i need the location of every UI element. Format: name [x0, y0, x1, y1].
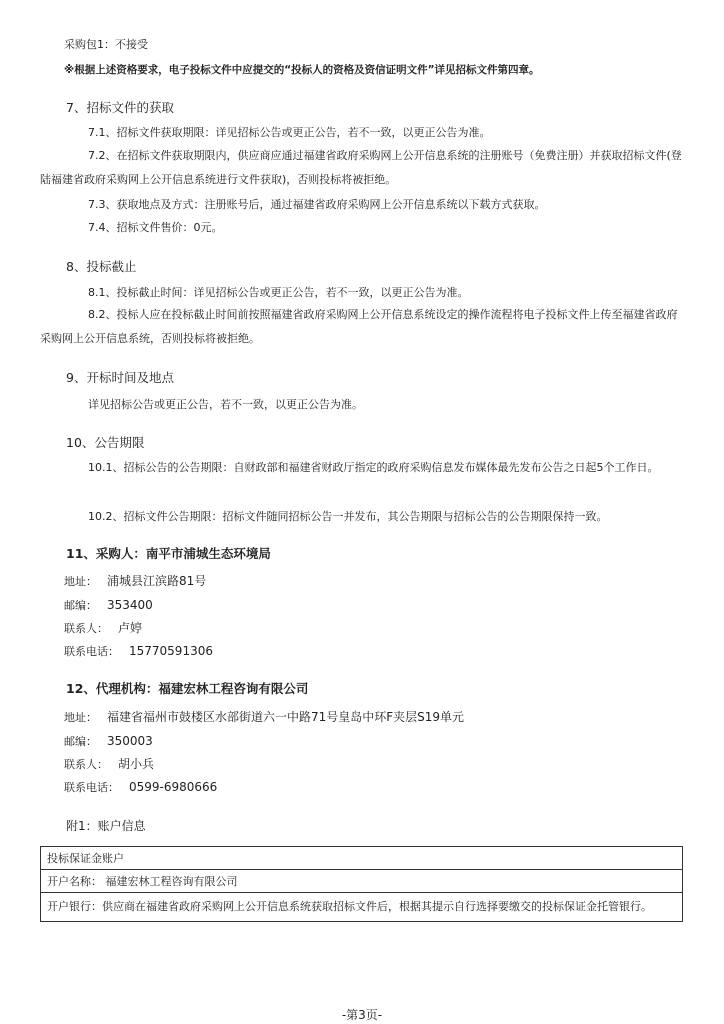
agency-address: [64, 710, 464, 725]
section-8-1: 8.1、投标截止时间：详见招标公告或更正公告，若不一致，以更正公告为准。: [88, 286, 469, 299]
section-7-title: 7、招标文件的获取: [66, 100, 174, 115]
zip-value: 353400: [107, 598, 153, 612]
section-9-text: 详见招标公告或更正公告，若不一致，以更正公告为准。: [88, 398, 363, 411]
address-label: 地址：: [64, 711, 97, 724]
zip-label: 邮编：: [64, 735, 97, 748]
section-10-2: 10.2、招标文件公告期限：招标文件随同招标公告一并发布，其公告期限与招标公告的公告期限保持一致。: [88, 510, 608, 523]
section-7-3: 7.3、获取地点及方式：注册账号后，通过福建省政府采购网上公开信息系统以下载方式获取。: [88, 198, 546, 211]
section-10-1: 10.1、招标公告的公告期限：自财政部和福建省财政厅指定的政府采购信息发布媒体最先发布公告之日起5个工作日。: [88, 461, 659, 474]
contact-value: 卢婷: [118, 621, 143, 635]
section-7-1: 7.1、招标文件获取期限：详见招标公告或更正公告，若不一致，以更正公告为准。: [88, 126, 491, 139]
zip-label: 邮编：: [64, 599, 97, 612]
phone-label: 联系电话：: [64, 781, 119, 794]
section-8-2: 8.2、投标人应在投标截止时间前按照福建省政府采购网上公开信息系统设定的操作流程将电子投标文件上传至福建省政府采购网上公开信息系统，否则投标将被拒绝。: [40, 308, 678, 345]
section-11-title: 11、采购人：南平市浦城生态环境局: [66, 546, 271, 561]
agency-phone: [64, 780, 217, 795]
purchaser-address: [64, 574, 206, 589]
account-bank-cell: 开户银行：供应商在福建省政府采购网上公开信息系统获取招标文件后，根据其提示自行选择要缴交的投标保证金托管银行。: [41, 893, 683, 922]
phone-label: 联系电话：: [64, 645, 119, 658]
qualification-notice: ※根据上述资格要求，电子投标文件中应提交的“投标人的资格及资信证明文件”详见招标文件第四章。: [64, 64, 540, 76]
section-7-2: 7.2、在招标文件获取期限内，供应商应通过福建省政府采购网上公开信息系统的注册账号（免费注册）并获取招标文件(登陆福建省政府采购网上公开信息系统进行文件获取)，否则投标将被拒绝。: [40, 149, 682, 186]
contact-label: 联系人：: [64, 622, 108, 635]
phone-value: 15770591306: [129, 644, 213, 658]
section-9-title: 9、开标时间及地点: [66, 370, 174, 385]
account-header-cell: 投标保证金账户: [41, 847, 683, 870]
page-number: -第3页-: [341, 1008, 383, 1022]
agency-contact: [64, 757, 154, 772]
table-row: [41, 893, 683, 922]
address-value: 浦城县江滨路81号: [107, 574, 207, 588]
section-10-title: 10、公告期限: [66, 435, 145, 450]
package-line: 采购包1：不接受: [64, 38, 148, 51]
account-table: [40, 846, 683, 922]
section-12-title: 12、代理机构：福建宏林工程咨询有限公司: [66, 681, 309, 696]
purchaser-contact: [64, 621, 142, 636]
contact-label: 联系人：: [64, 758, 108, 771]
account-name-cell: 开户名称： 福建宏林工程咨询有限公司: [41, 870, 683, 893]
contact-value: 胡小兵: [118, 757, 155, 771]
appendix-title: 附1：账户信息: [66, 819, 146, 833]
agency-zip: [64, 734, 153, 749]
zip-value: 350003: [107, 734, 153, 748]
phone-value: 0599-6980666: [129, 780, 218, 794]
table-row: [41, 870, 683, 893]
section-7-4: 7.4、招标文件售价：0元。: [88, 221, 223, 234]
purchaser-zip: [64, 598, 153, 613]
table-row: [41, 847, 683, 870]
section-8-title: 8、投标截止: [66, 259, 137, 274]
purchaser-phone: [64, 644, 213, 659]
address-value: 福建省福州市鼓楼区水部街道六一中路71号皇岛中环F夹层S19单元: [107, 710, 465, 724]
address-label: 地址：: [64, 575, 97, 588]
